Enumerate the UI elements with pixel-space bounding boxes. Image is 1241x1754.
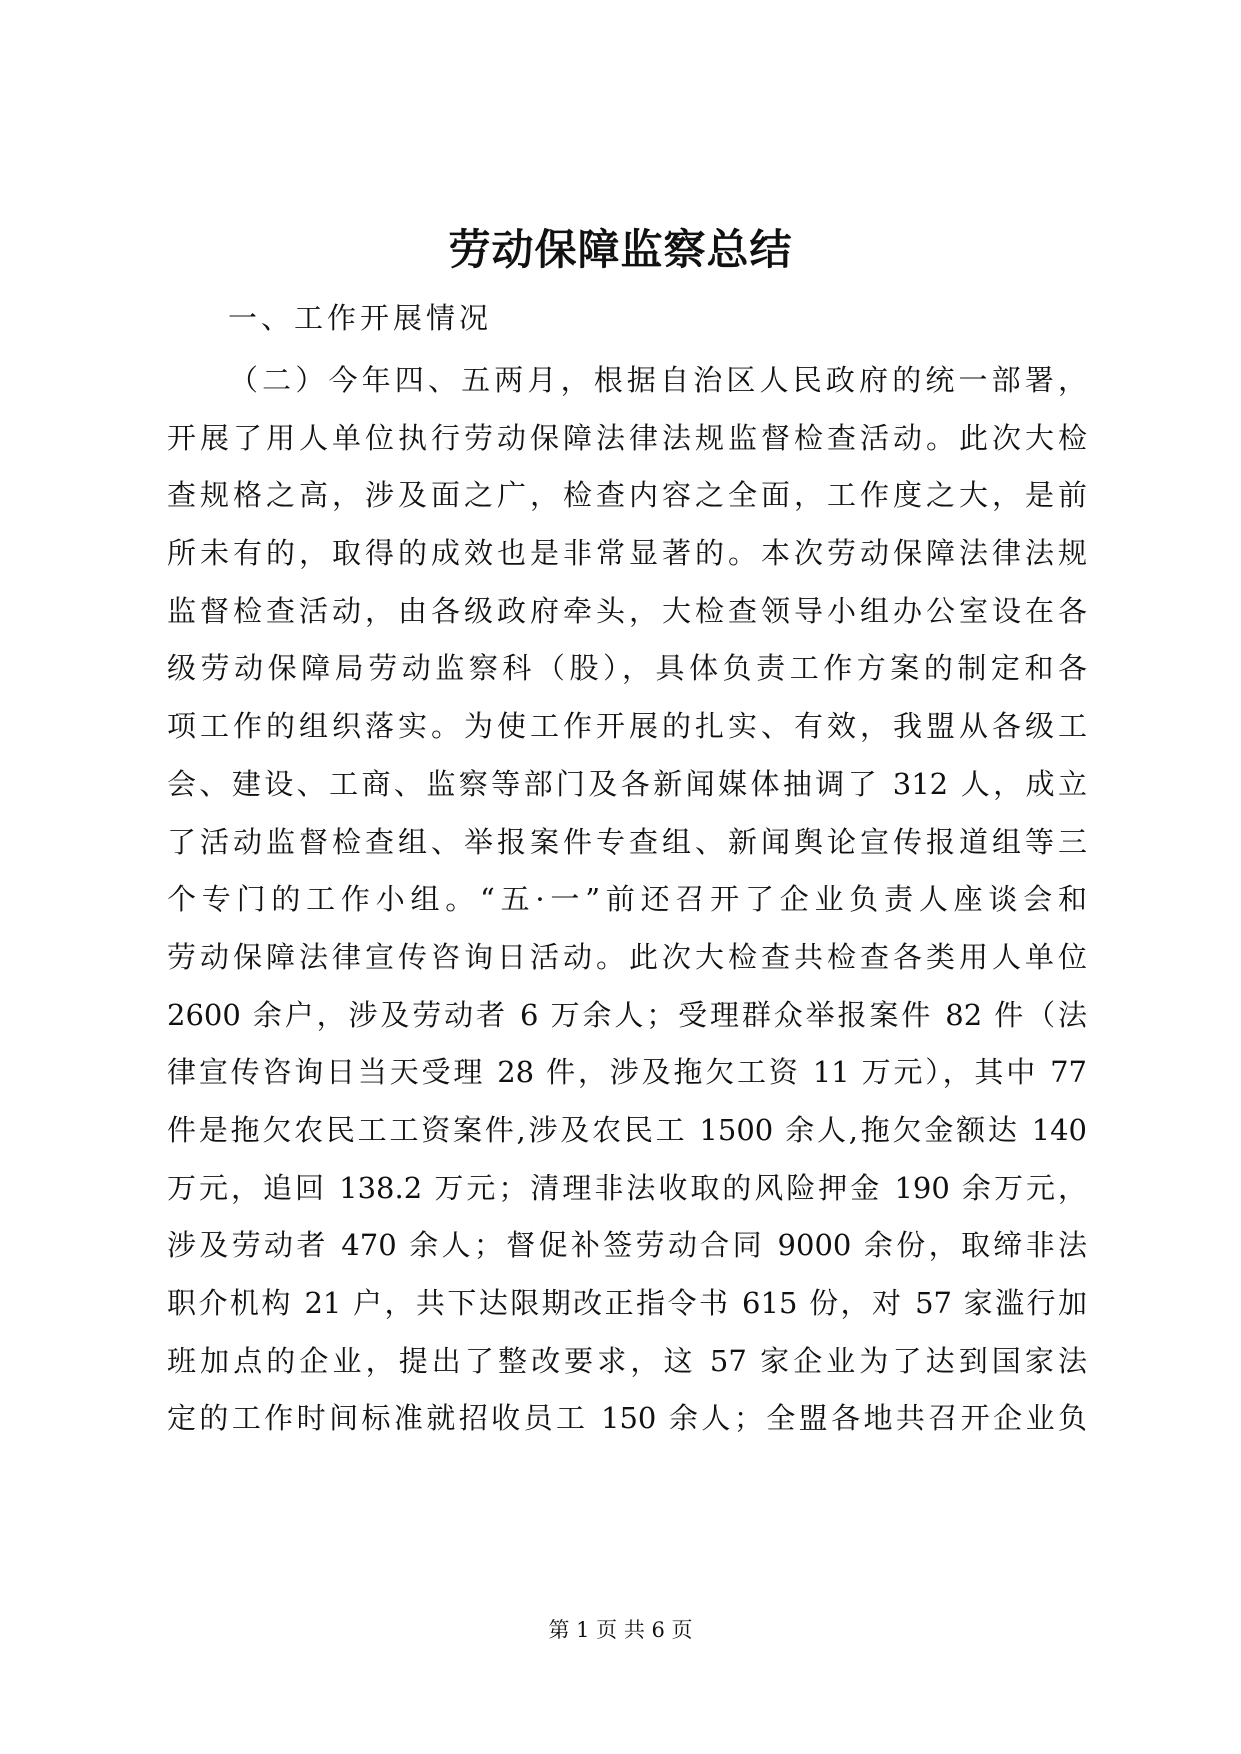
body-line: 定的工作时间标准就招收员工 150 余人；全盟各地共召开企业负 (167, 1401, 1087, 1436)
body-line: 2600 余户，涉及劳动者 6 万余人；受理群众举报案件 82 件（法 (167, 997, 1087, 1032)
body-line: 律宣传咨询日当天受理 28 件，涉及拖欠工资 11 万元），其中 77 (167, 1055, 1087, 1090)
document-title: 劳动保障监察总结 (448, 225, 793, 274)
body-line: 班加点的企业，提出了整改要求，这 57 家企业为了达到国家法 (167, 1343, 1087, 1378)
body-line: 级劳动保障局劳动监察科（股），具体负责工作方案的制定和各 (167, 651, 1087, 686)
page-footer: 第 1 页 共 6 页 (548, 1618, 693, 1642)
body-line: 万元，追回 138.2 万元；清理非法收取的风险押金 190 余万元， (167, 1170, 1087, 1205)
body-line: （二）今年四、五两月，根据自治区人民政府的统一部署， (229, 363, 1087, 397)
body-line: 件是拖欠农民工工资案件,涉及农民工 1500 余人,拖欠金额达 140 (167, 1112, 1087, 1147)
body-line: 所未有的，取得的成效也是非常显著的。本次劳动保障法律法规 (167, 536, 1087, 571)
body-line: 监督检查活动，由各级政府牵头，大检查领导小组办公室设在各 (167, 593, 1087, 628)
body-line: 了活动监督检查组、举报案件专查组、新闻舆论宣传报道组等三 (167, 824, 1087, 859)
body-line: 劳动保障法律宣传咨询日活动。此次大检查共检查各类用人单位 (167, 939, 1087, 974)
body-line: 职介机构 21 户，共下达限期改正指令书 615 份，对 57 家滥行加 (167, 1286, 1087, 1320)
body-line: 会、建设、工商、监察等部门及各新闻媒体抽调了 312 人，成立 (167, 766, 1087, 801)
body-line: 个专门的工作小组。“五·一”前还召开了企业负责人座谈会和 (167, 882, 1087, 917)
body-text (167, 352, 1087, 1448)
body-line: 涉及劳动者 470 余人；督促补签劳动合同 9000 余份，取缔非法 (167, 1228, 1087, 1263)
section-heading: 一、工作开展情况 (228, 301, 493, 335)
body-line: 项工作的组织落实。为使工作开展的扎实、有效，我盟从各级工 (167, 709, 1087, 744)
body-line: 开展了用人单位执行劳动保障法律法规监督检查活动。此次大检 (167, 420, 1087, 455)
body-line: 查规格之高，涉及面之广，检查内容之全面，工作度之大，是前 (167, 478, 1087, 513)
